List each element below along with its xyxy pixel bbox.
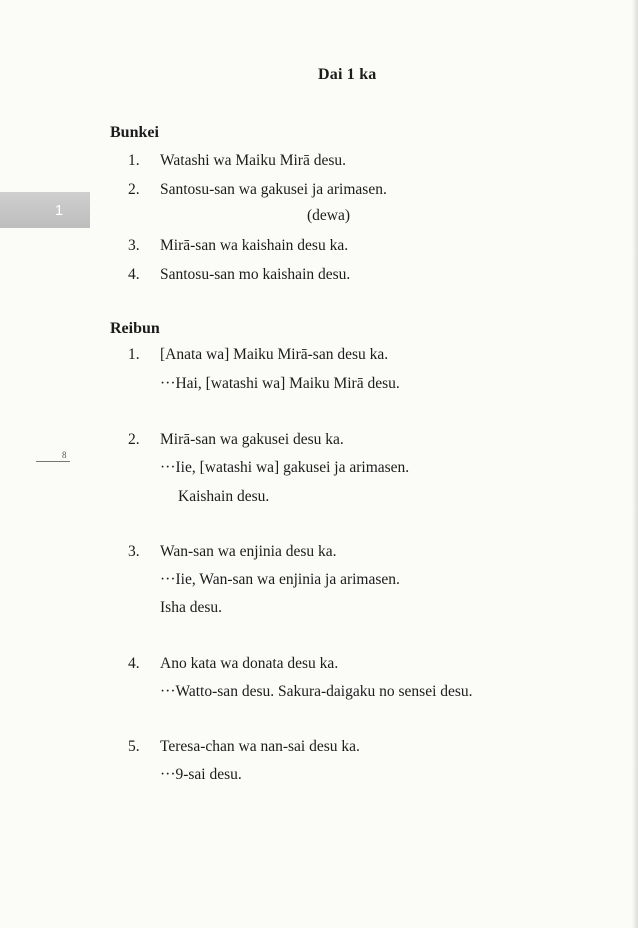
reibun-answer-continued: Kaishain desu. bbox=[178, 488, 270, 505]
reibun-heading: Reibun bbox=[110, 320, 160, 337]
bunkei-item-number: 2. bbox=[128, 181, 140, 198]
bunkei-sentence: Santosu-san mo kaishain desu. bbox=[160, 266, 351, 283]
reibun-question: [Anata wa] Maiku Mirā-san desu ka. bbox=[160, 346, 389, 363]
reibun-item-number: 5. bbox=[128, 738, 140, 755]
bunkei-sentence: Mirā-san wa kaishain desu ka. bbox=[160, 237, 349, 254]
reibun-question: Ano kata wa donata desu ka. bbox=[160, 655, 339, 672]
reibun-answer: ···Watto-san desu. Sakura-daigaku no sensei desu. bbox=[160, 683, 473, 700]
reibun-item-number: 2. bbox=[128, 431, 140, 448]
page-title: Dai 1 ka bbox=[318, 66, 377, 83]
bunkei-sentence: Watashi wa Maiku Mirā desu. bbox=[160, 152, 346, 169]
bunkei-note: (dewa) bbox=[307, 207, 351, 224]
reibun-question: Teresa-chan wa nan-sai desu ka. bbox=[160, 738, 360, 755]
reibun-answer: ···9-sai desu. bbox=[160, 766, 242, 783]
page-edge-shadow bbox=[632, 0, 638, 928]
bunkei-item-number: 1. bbox=[128, 152, 140, 169]
bunkei-item-number: 4. bbox=[128, 266, 140, 283]
reibun-answer: ···Iie, Wan-san wa enjinia ja arimasen. bbox=[160, 571, 400, 588]
bunkei-item-number: 3. bbox=[128, 237, 140, 254]
reibun-item-number: 4. bbox=[128, 655, 140, 672]
chapter-tab-label: 1 bbox=[54, 201, 64, 219]
page-number: 8 bbox=[62, 450, 67, 460]
reibun-item-number: 3. bbox=[128, 543, 140, 560]
reibun-answer-continued: Isha desu. bbox=[160, 599, 222, 616]
reibun-question: Mirā-san wa gakusei desu ka. bbox=[160, 431, 344, 448]
reibun-item-number: 1. bbox=[128, 346, 140, 363]
bunkei-sentence: Santosu-san wa gakusei ja arimasen. bbox=[160, 181, 387, 198]
reibun-answer: ···Hai, [watashi wa] Maiku Mirā desu. bbox=[160, 375, 400, 392]
page-number-rule bbox=[36, 461, 70, 462]
reibun-answer: ···Iie, [watashi wa] gakusei ja arimasen. bbox=[160, 459, 410, 476]
bunkei-heading: Bunkei bbox=[110, 124, 159, 141]
chapter-tab bbox=[0, 192, 90, 228]
reibun-question: Wan-san wa enjinia desu ka. bbox=[160, 543, 337, 560]
